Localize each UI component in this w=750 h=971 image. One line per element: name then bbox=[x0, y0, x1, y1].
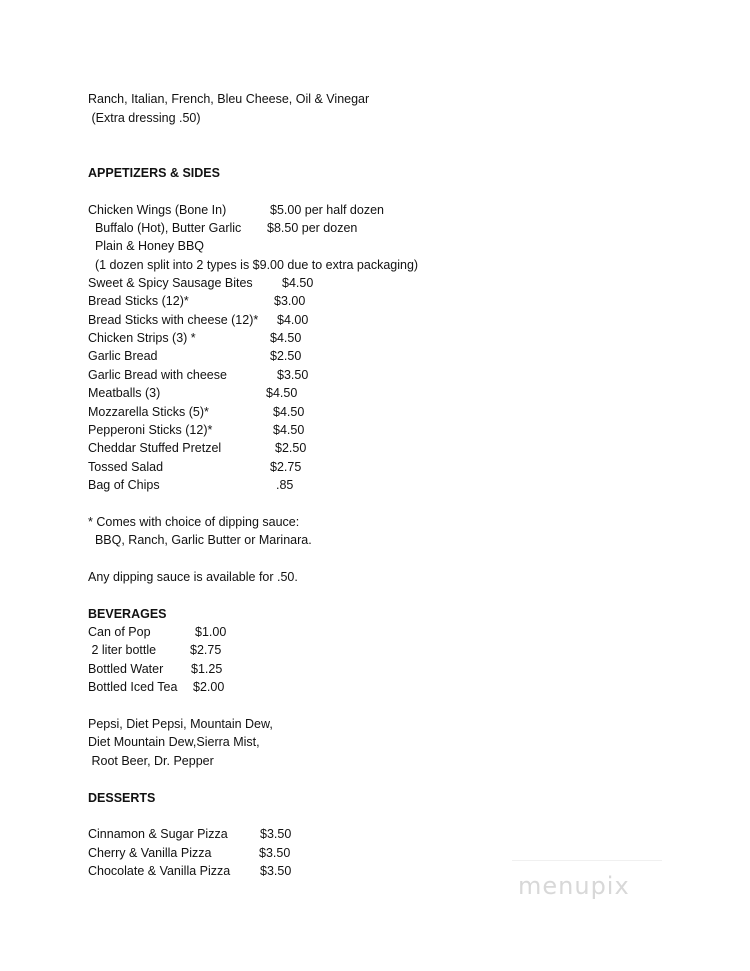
menu-item-price: $1.00 bbox=[195, 625, 227, 639]
menu-item-price: $4.50 bbox=[273, 405, 305, 419]
menu-item-price: $2.50 bbox=[270, 349, 302, 363]
dipping-sauce-price-note: Any dipping sauce is available for .50. bbox=[88, 570, 298, 584]
menu-item-name: Can of Pop bbox=[88, 625, 151, 639]
menu-item-name: Tossed Salad bbox=[88, 460, 164, 474]
menu-item-name: Bread Sticks (12)* bbox=[88, 294, 189, 308]
soda-flavors-2: Diet Mountain Dew,Sierra Mist, bbox=[88, 735, 260, 749]
menu-item-name: Cinnamon & Sugar Pizza bbox=[88, 827, 228, 841]
wings-name: Chicken Wings (Bone In) bbox=[88, 203, 227, 217]
menu-item-price: $3.50 bbox=[260, 864, 292, 878]
menu-item-price: $3.50 bbox=[259, 846, 291, 860]
wings-flavors-1: Buffalo (Hot), Butter Garlic bbox=[88, 221, 242, 235]
wings-flavors-2: Plain & Honey BBQ bbox=[88, 239, 205, 253]
menu-item-name: Chocolate & Vanilla Pizza bbox=[88, 864, 231, 878]
menu-item-price: $2.75 bbox=[270, 460, 302, 474]
menu-item-price: $2.00 bbox=[193, 680, 225, 694]
wings-split-note: (1 dozen split into 2 types is $9.00 due to extra packaging) bbox=[88, 258, 419, 272]
menu-item-name: Mozzarella Sticks (5)* bbox=[88, 405, 209, 419]
menu-item-name: Cherry & Vanilla Pizza bbox=[88, 846, 212, 860]
menu-item-price: $4.50 bbox=[266, 386, 298, 400]
menu-item-name: Bottled Water bbox=[88, 662, 164, 676]
menu-item-name: Bottled Iced Tea bbox=[88, 680, 178, 694]
menu-item-price: $3.50 bbox=[260, 827, 292, 841]
soda-flavors-1: Pepsi, Diet Pepsi, Mountain Dew, bbox=[88, 717, 273, 731]
menu-item-price: $2.75 bbox=[190, 643, 222, 657]
menu-item-price: .85 bbox=[276, 478, 294, 492]
menu-item-price: $3.00 bbox=[274, 294, 306, 308]
desserts-heading: DESSERTS bbox=[88, 791, 156, 805]
menu-item-price: $2.50 bbox=[275, 441, 307, 455]
dressings-list: Ranch, Italian, French, Bleu Cheese, Oil & Vinegar bbox=[88, 92, 370, 106]
menu-item-name: Cheddar Stuffed Pretzel bbox=[88, 441, 222, 455]
wings-price-dozen: $8.50 per dozen bbox=[267, 221, 358, 235]
menu-item-price: $1.25 bbox=[191, 662, 223, 676]
menu-item-price: $4.00 bbox=[277, 313, 309, 327]
menupix-watermark: menupix bbox=[518, 872, 630, 900]
menu-item-name: Garlic Bread with cheese bbox=[88, 368, 227, 382]
menu-item-name: Bread Sticks with cheese (12)* bbox=[88, 313, 259, 327]
soda-flavors-3: Root Beer, Dr. Pepper bbox=[88, 754, 214, 768]
menu-item-price: $4.50 bbox=[282, 276, 314, 290]
menu-item-name: Garlic Bread bbox=[88, 349, 158, 363]
menu-item-price: $3.50 bbox=[277, 368, 309, 382]
menu-item-name: Sweet & Spicy Sausage Bites bbox=[88, 276, 253, 290]
menu-item-price: $4.50 bbox=[270, 331, 302, 345]
extra-dressing-note: (Extra dressing .50) bbox=[88, 111, 201, 125]
wings-price-half-dozen: $5.00 per half dozen bbox=[270, 203, 384, 217]
menu-item-price: $4.50 bbox=[273, 423, 305, 437]
menu-item-name: Chicken Strips (3) * bbox=[88, 331, 196, 345]
watermark-divider bbox=[512, 860, 662, 861]
dipping-sauce-footnote: * Comes with choice of dipping sauce: bbox=[88, 515, 300, 529]
appetizers-heading: APPETIZERS & SIDES bbox=[88, 166, 220, 180]
dipping-sauce-options: BBQ, Ranch, Garlic Butter or Marinara. bbox=[88, 533, 312, 547]
menu-item-name: Pepperoni Sticks (12)* bbox=[88, 423, 213, 437]
beverages-heading: BEVERAGES bbox=[88, 607, 167, 621]
menu-item-name: Meatballs (3) bbox=[88, 386, 161, 400]
menu-item-name: Bag of Chips bbox=[88, 478, 160, 492]
menu-item-name: 2 liter bottle bbox=[88, 643, 157, 657]
